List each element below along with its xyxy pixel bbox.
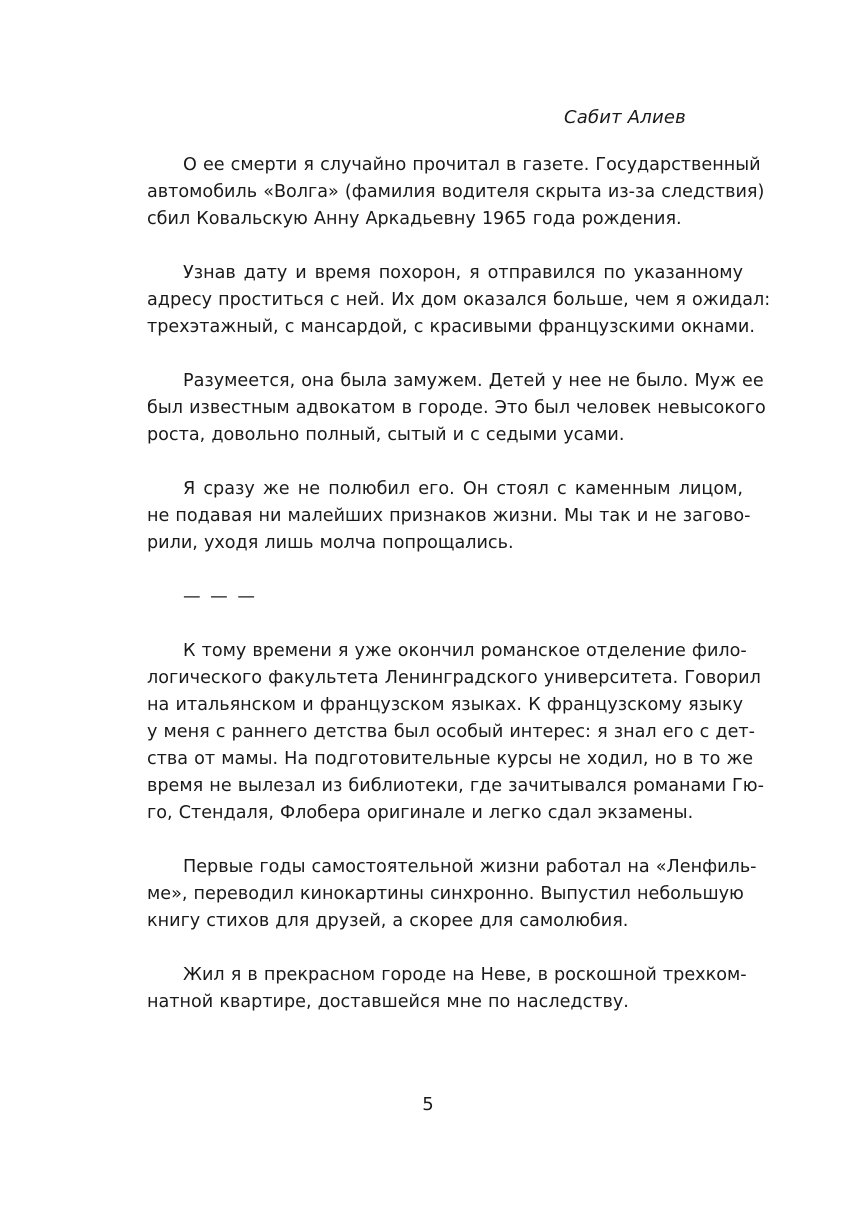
text-line: книгу стихов для друзей, а скорее для самолюбия. xyxy=(147,911,629,931)
text-line: Жил я в прекрасном городе на Неве, в роскошной трехком- xyxy=(183,965,747,985)
text-line: го, Стендаля, Флобера оригинале и легко сдал экзамены. xyxy=(147,803,694,823)
paragraph xyxy=(147,638,764,827)
text-line: был известным адвокатом в городе. Это был человек невысокого xyxy=(147,398,766,418)
section-separator: — — — xyxy=(183,587,257,607)
text-line: рили, уходя лишь молча попрощались. xyxy=(147,533,514,553)
page-number: 5 xyxy=(422,1094,434,1115)
text-line: трехэтажный, с мансардой, с красивыми французскими окнами. xyxy=(147,317,755,337)
text-line: Разумеется, она была замужем. Детей у нее не было. Муж ее xyxy=(183,371,764,391)
paragraphs-before-separator xyxy=(147,152,771,557)
text-line: натной квартире, доставшейся мне по наследству. xyxy=(147,992,629,1012)
page-body xyxy=(147,152,771,1043)
text-line: Первые годы самостоятельной жизни работал на «Ленфиль- xyxy=(183,857,757,877)
text-line: Узнав дату и время похорон, я отправился по указанному xyxy=(183,263,743,283)
paragraphs-after-separator xyxy=(147,638,764,1016)
text-line: сбил Ковальскую Анну Аркадьевну 1965 года рождения. xyxy=(147,209,682,229)
running-header-author: Сабит Алиев xyxy=(563,107,686,128)
paragraph xyxy=(147,152,765,233)
text-line: у меня с раннего детства был особый интерес: я знал его с дет- xyxy=(147,722,756,742)
text-line: адресу проститься с ней. Их дом оказался больше, чем я ожидал: xyxy=(147,290,771,310)
text-line: не подавая ни малейших признаков жизни. Мы так и не загово- xyxy=(147,506,751,526)
text-line: роста, довольно полный, сытый и с седыми усами. xyxy=(147,425,625,445)
paragraph xyxy=(147,368,766,449)
text-line: автомобиль «Волга» (фамилия водителя скрыта из-за следствия) xyxy=(147,182,765,202)
text-line: на итальянском и французском языках. К французскому языку xyxy=(147,695,743,715)
paragraph xyxy=(147,854,757,935)
text-line: время не вылезал из библиотеки, где зачитывался романами Гю- xyxy=(147,776,764,796)
paragraph xyxy=(147,476,751,557)
paragraph xyxy=(147,260,771,341)
text-line: К тому времени я уже окончил романское отделение фило- xyxy=(183,641,747,661)
text-line: Я сразу же не полюбил его. Он стоял с каменным лицом, xyxy=(183,479,743,499)
text-line: О ее смерти я случайно прочитал в газете. Государственный xyxy=(183,155,761,175)
text-line: логического факультета Ленинградского университета. Говорил xyxy=(147,668,761,688)
paragraph xyxy=(147,962,747,1016)
text-line: ме», переводил кинокартины синхронно. Выпустил небольшую xyxy=(147,884,744,904)
text-line: ства от мамы. На подготовительные курсы не ходил, но в то же xyxy=(147,749,754,769)
